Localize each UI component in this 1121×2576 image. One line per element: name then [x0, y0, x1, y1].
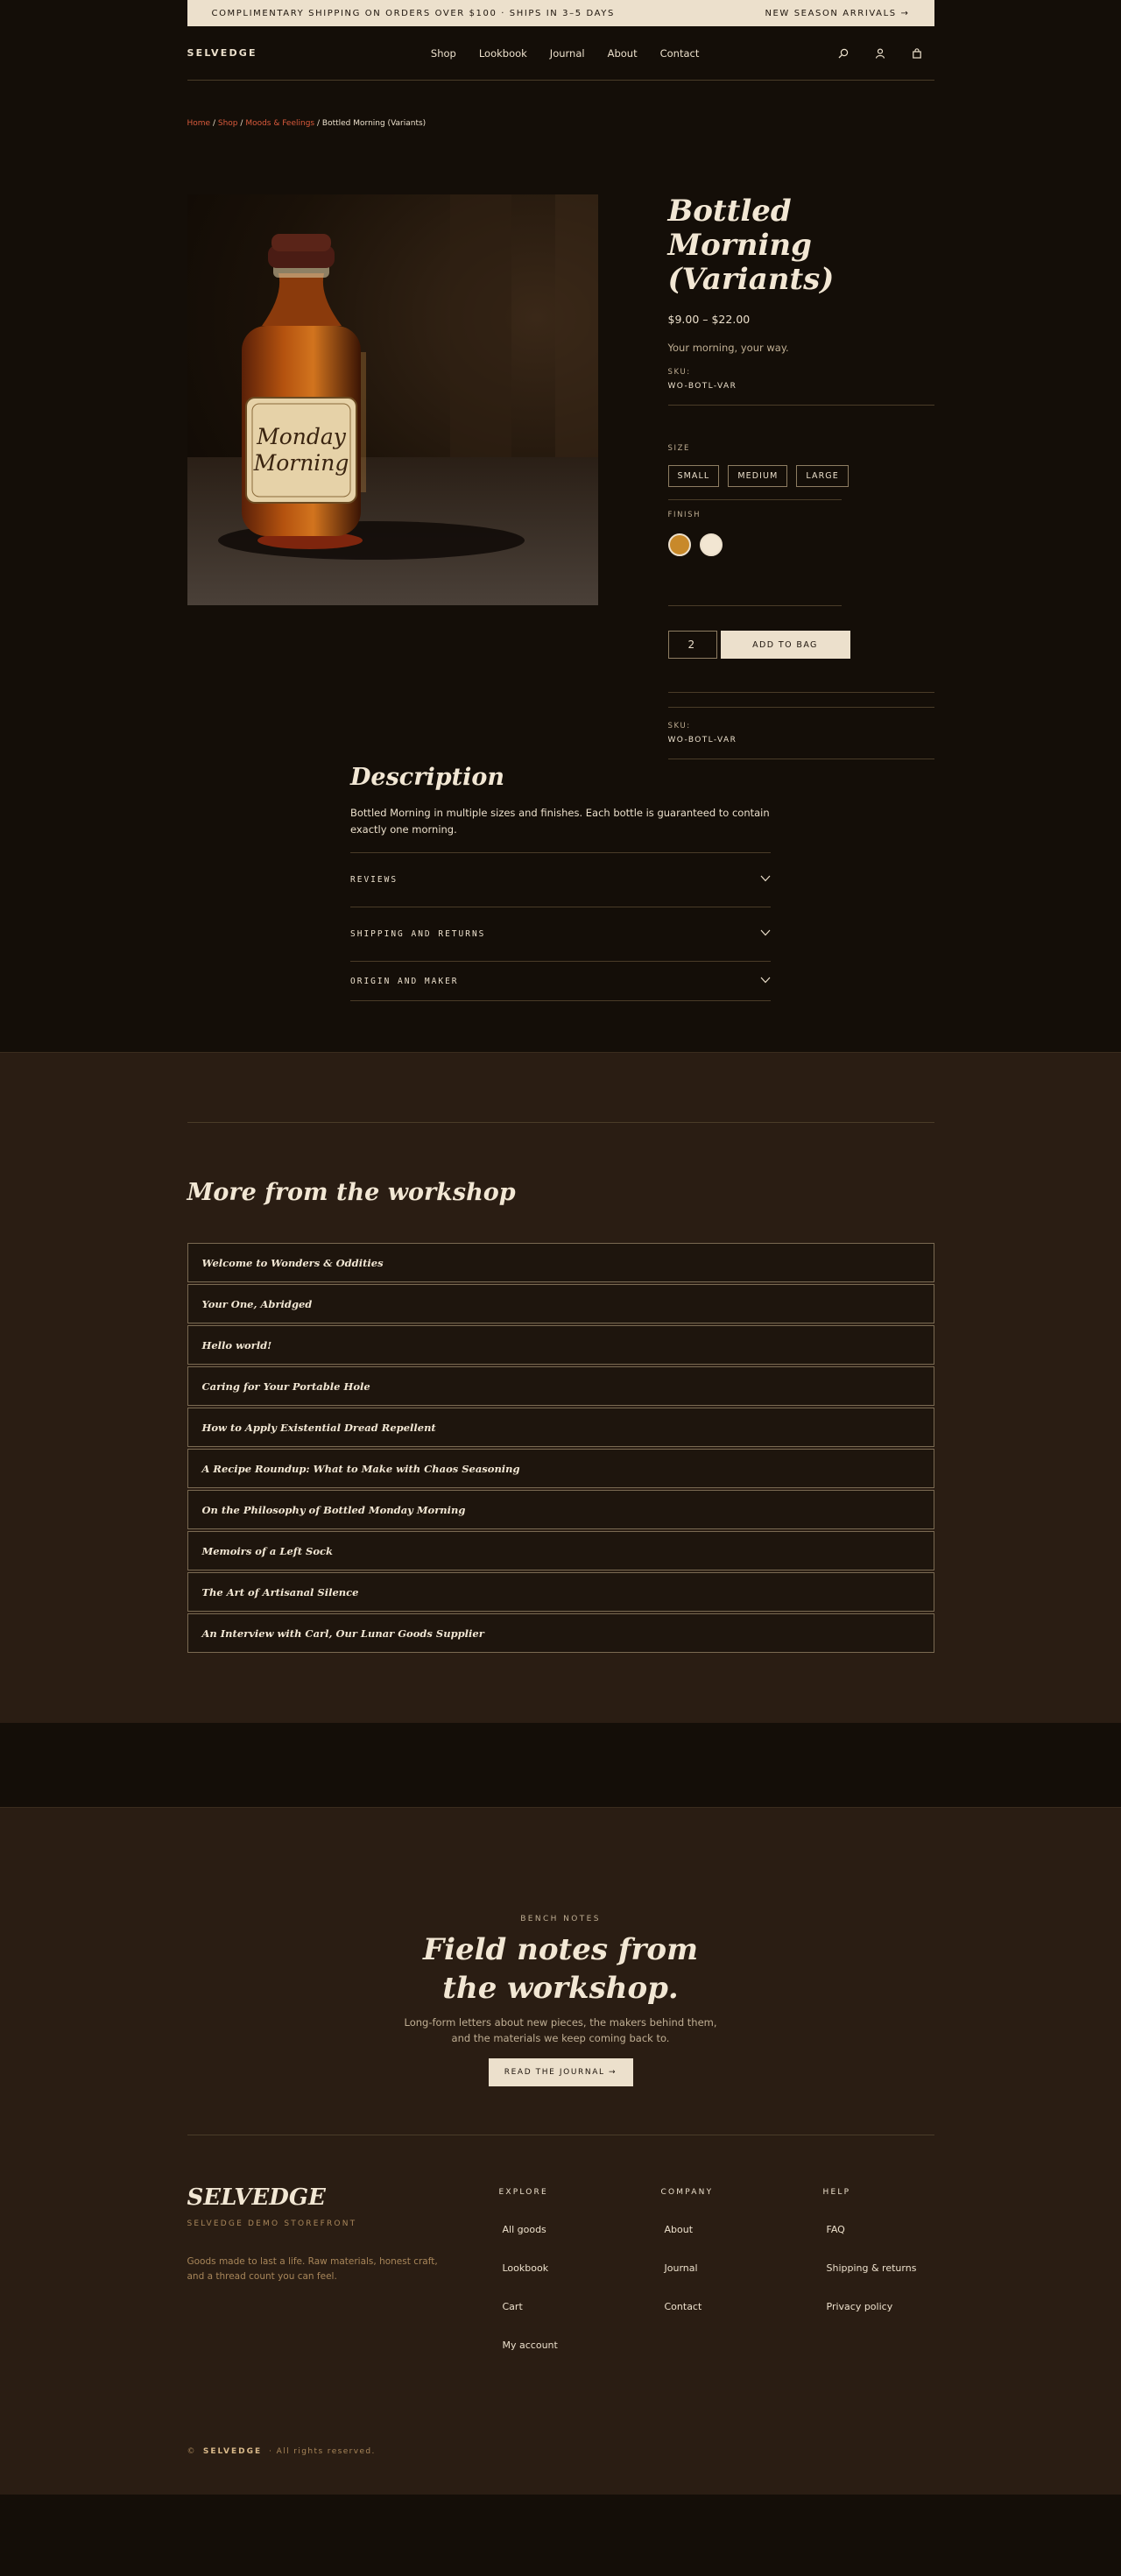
finish-options	[668, 533, 934, 556]
post-link[interactable]: Caring for Your Portable Hole	[187, 1366, 934, 1406]
post-link[interactable]: Hello world!	[187, 1325, 934, 1365]
footer-link[interactable]: Cart	[502, 2301, 523, 2312]
post-link[interactable]: A Recipe Roundup: What to Make with Chaos Seasoning	[187, 1449, 934, 1488]
journal-cta-section	[0, 1807, 1121, 2135]
product-tagline: Your morning, your way.	[667, 342, 789, 354]
breadcrumb-separator: /	[212, 119, 215, 128]
breadcrumb-current: Bottled Morning (Variants)	[321, 119, 427, 128]
post-link[interactable]: Memoirs of a Left Sock	[187, 1531, 934, 1570]
footer-link[interactable]: My account	[502, 2340, 558, 2351]
quantity-input[interactable]: 2	[668, 631, 717, 659]
sku-label: SKU:	[667, 722, 691, 730]
bottle-label-line2: Morning	[253, 450, 349, 476]
footer-heading: HELP	[822, 2188, 851, 2197]
footer-link[interactable]: Shipping & returns	[826, 2262, 917, 2274]
chevron-down-icon	[760, 929, 771, 939]
divider	[668, 707, 934, 708]
post-link[interactable]: Welcome to Wonders & Oddities	[187, 1243, 934, 1282]
header-icons	[838, 48, 922, 59]
breadcrumb-separator: /	[240, 119, 243, 128]
post-link[interactable]: An Interview with Carl, Our Lunar Goods Supplier	[187, 1613, 934, 1653]
read-journal-button[interactable]: READ THE JOURNAL →	[489, 2058, 633, 2086]
footer-logo[interactable]: SELVEDGE	[187, 2184, 326, 2211]
accordion-label: SHIPPING AND RETURNS	[350, 929, 486, 939]
new-season-link[interactable]: NEW SEASON ARRIVALS →	[765, 8, 910, 18]
copyright	[187, 2447, 934, 2456]
footer-column-explore	[499, 2184, 661, 2447]
product-price: $9.00 – $22.00	[667, 313, 751, 326]
footer-heading: EXPLORE	[498, 2188, 548, 2197]
footer-column-company	[661, 2184, 823, 2447]
footer-subtitle: SELVEDGE DEMO STOREFRONT	[187, 2220, 357, 2228]
accordion-shipping[interactable]	[350, 907, 771, 961]
divider	[668, 405, 934, 406]
nav-journal[interactable]: Journal	[549, 46, 585, 60]
description-section	[350, 764, 771, 1001]
post-link[interactable]: Your One, Abridged	[187, 1284, 934, 1323]
product-section	[187, 194, 934, 764]
chevron-down-icon	[760, 977, 771, 986]
main-nav	[431, 47, 699, 60]
bottle-label-line1: Monday	[256, 424, 346, 449]
sku-value: WO-BOTL-VAR	[667, 736, 737, 745]
sku-value: WO-BOTL-VAR	[667, 382, 737, 391]
sku-label: SKU:	[667, 368, 691, 377]
journal-text: Long-form letters about new pieces, the makers behind them, and the materials we keep coming back to.	[404, 2016, 717, 2044]
size-large-button[interactable]: LARGE	[796, 465, 848, 487]
add-to-bag-button[interactable]: ADD TO BAG	[721, 631, 850, 659]
nav-shop[interactable]: Shop	[430, 46, 456, 60]
nav-contact[interactable]: Contact	[659, 46, 700, 60]
footer-link[interactable]: About	[664, 2224, 694, 2235]
product-title: Bottled Morning (Variants)	[667, 194, 835, 297]
journal-title: Field notes from the workshop.	[422, 1932, 699, 2006]
finish-cream-swatch[interactable]	[700, 533, 723, 556]
journal-kicker: BENCH NOTES	[520, 1915, 601, 1923]
footer-link[interactable]: Privacy policy	[826, 2301, 893, 2312]
post-link[interactable]: How to Apply Existential Dread Repellent	[187, 1408, 934, 1447]
footer-heading: COMPANY	[660, 2188, 714, 2197]
finish-label: FINISH	[667, 511, 702, 519]
divider	[668, 692, 934, 693]
accordion-origin[interactable]	[350, 961, 771, 1001]
site-header	[187, 26, 934, 81]
size-label: SIZE	[667, 444, 690, 453]
post-link[interactable]: On the Philosophy of Bottled Monday Morning	[187, 1490, 934, 1529]
post-link[interactable]: The Art of Artisanal Silence	[187, 1572, 934, 1612]
breadcrumb	[187, 81, 934, 128]
copyright-text: · All rights reserved.	[269, 2447, 376, 2456]
chevron-down-icon	[760, 875, 771, 885]
breadcrumb-separator: /	[316, 119, 321, 128]
search-icon[interactable]	[838, 48, 849, 59]
breadcrumb-home[interactable]: Home	[187, 119, 211, 128]
breadcrumb-category[interactable]: Moods & Feelings	[245, 119, 315, 128]
footer-link[interactable]: Lookbook	[502, 2262, 549, 2274]
product-info	[668, 194, 934, 764]
footer-link[interactable]: FAQ	[826, 2224, 845, 2235]
divider	[668, 605, 842, 606]
bag-icon[interactable]	[912, 48, 922, 59]
divider	[187, 1122, 934, 1123]
breadcrumb-shop[interactable]: Shop	[217, 119, 238, 128]
copyright-brand: SELVEDGE	[202, 2447, 263, 2456]
related-posts-section	[0, 1052, 1121, 1723]
nav-about[interactable]: About	[607, 46, 638, 60]
footer-link[interactable]: Contact	[664, 2301, 702, 2312]
add-to-cart-form	[668, 631, 934, 659]
spacer-band	[0, 1723, 1121, 1807]
post-list	[187, 1243, 934, 1653]
size-medium-button[interactable]: MEDIUM	[728, 465, 787, 487]
finish-amber-swatch[interactable]	[668, 533, 691, 556]
copyright-symbol: ©	[187, 2447, 196, 2456]
size-small-button[interactable]: SMALL	[668, 465, 720, 487]
announcement-bar	[187, 0, 934, 26]
site-footer	[0, 2135, 1121, 2495]
product-image[interactable]	[187, 194, 598, 605]
footer-link[interactable]: All goods	[502, 2224, 546, 2235]
description-text: Bottled Morning in multiple sizes and finishes. Each bottle is guaranteed to contain exactly one morning.	[350, 807, 770, 836]
description-title: Description	[350, 764, 504, 791]
footer-column-help	[823, 2184, 917, 2447]
related-posts-title: More from the workshop	[187, 1179, 516, 1206]
logo[interactable]: SELVEDGE	[187, 47, 257, 59]
divider	[668, 499, 842, 500]
nav-lookbook[interactable]: Lookbook	[478, 46, 527, 60]
accordion-reviews[interactable]	[350, 852, 771, 907]
footer-link[interactable]: Journal	[664, 2262, 698, 2274]
footer-description: Goods made to last a life. Raw materials, honest craft, and a thread count you can feel.	[187, 2256, 438, 2282]
account-icon[interactable]	[875, 48, 885, 59]
size-options	[668, 465, 934, 487]
accordion-label: REVIEWS	[350, 875, 398, 885]
announcement-text: COMPLIMENTARY SHIPPING ON ORDERS OVER $100 · SHIPS IN 3–5 DAYS	[211, 8, 615, 18]
accordion-label: ORIGIN AND MAKER	[350, 976, 459, 986]
